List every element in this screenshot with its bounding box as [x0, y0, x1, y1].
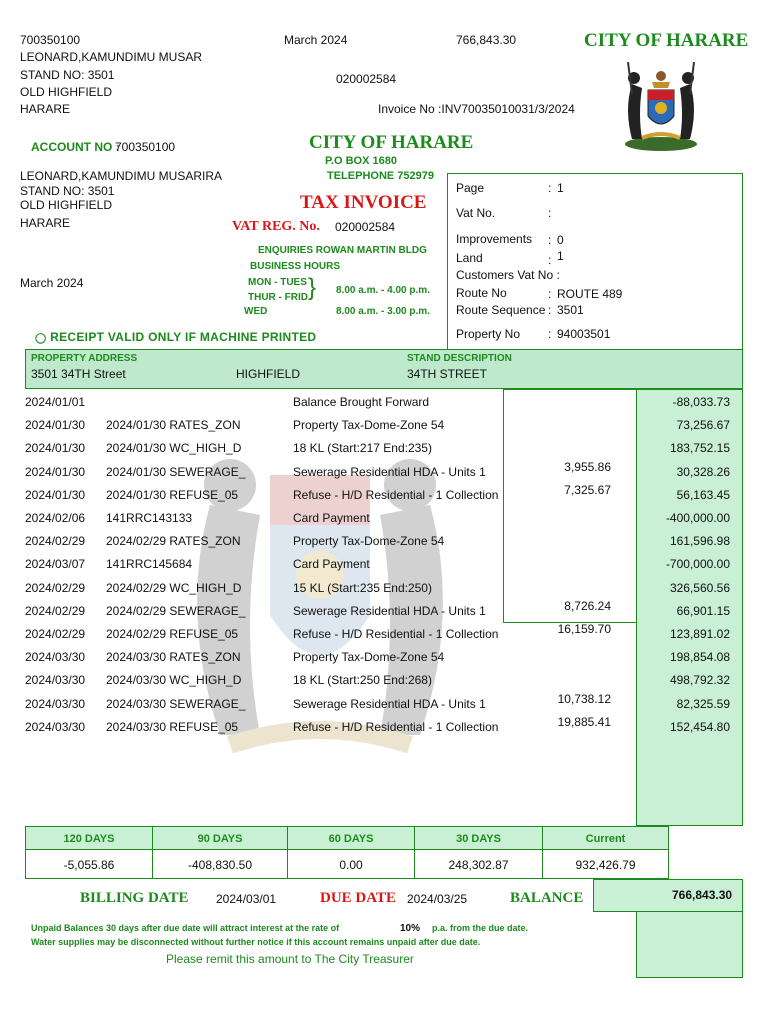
city-title: CITY OF HARARE: [584, 30, 749, 51]
txn-description: Sewerage Residential HDA - Units 1: [293, 696, 486, 711]
aging-value: 0.00: [287, 849, 415, 879]
txn-description: Property Tax-Dome-Zone 54: [293, 650, 445, 665]
receipt-note-text: RECEIPT VALID ONLY IF MACHINE PRINTED: [50, 330, 317, 344]
txn-description: Refuse - H/D Residential - 1 Collection: [293, 719, 499, 734]
suburb: OLD HIGHFIELD: [20, 85, 113, 99]
txn-reference: 2024/02/29 REFUSE_05: [106, 627, 239, 641]
txn-balance: 56,163.45: [676, 487, 730, 502]
customer-name: LEONARD,KAMUNDIMU MUSAR: [20, 50, 203, 64]
vat-reg-value: 020002584: [335, 220, 396, 234]
txn-date: 2024/02/29: [25, 627, 86, 641]
balance-label: BALANCE: [510, 890, 584, 906]
brace-icon: }: [308, 274, 317, 301]
txn-balance: 30,328.26: [676, 464, 730, 479]
info-label: Route No: [456, 286, 507, 300]
info-sep: :: [548, 206, 552, 220]
txn-balance: 498,792.32: [669, 673, 730, 688]
txn-amount: 10,738.12: [557, 691, 611, 706]
txn-amount: 16,159.70: [557, 622, 611, 636]
info-sep: :: [548, 327, 552, 341]
txn-date: 2024/01/30: [25, 487, 86, 502]
enquiries: ENQUIRIES ROWAN MARTIN BLDG: [258, 245, 427, 256]
txn-reference: 141RRC143133: [106, 511, 193, 525]
txn-reference: 2024/02/29 WC_HIGH_D: [106, 580, 242, 595]
info-label: Route Sequence: [456, 303, 546, 317]
info-sep: :: [548, 181, 552, 195]
txn-date: 2024/03/30: [25, 650, 86, 665]
txn-balance: -700,000.00: [665, 557, 730, 572]
hours-range-1: 8.00 a.m. - 4.00 p.m.: [336, 285, 430, 296]
txn-description: Refuse - H/D Residential - 1 Collection: [293, 627, 499, 641]
txn-date: 2024/01/30: [25, 464, 86, 479]
txn-date: 2024/02/29: [25, 580, 86, 595]
disconnection-note: Water supplies may be disconnected without further notice if this account remains unpaid after due date.: [31, 937, 481, 947]
billing-period: March 2024: [284, 33, 348, 47]
account-number: 700350100: [20, 33, 81, 47]
city: HARARE: [20, 102, 71, 116]
balance-amount: 766,843.30: [672, 888, 733, 902]
aging-value: 248,302.87: [414, 849, 543, 879]
txn-balance: 66,901.15: [676, 603, 730, 618]
circle-icon: ◯: [35, 333, 47, 344]
txn-date: 2024/02/29: [25, 534, 86, 549]
txn-description: 15 KL (Start:235 End:250): [293, 580, 432, 595]
info-box: [447, 173, 743, 351]
stand-number: STAND NO: 3501: [20, 68, 115, 82]
interest-note: Unpaid Balances 30 days after due date will attract interest at the rate of: [31, 923, 340, 933]
txn-date: 2024/03/30: [25, 673, 86, 688]
txn-reference: 2024/03/30 RATES_ZON: [106, 650, 241, 665]
txn-reference: 2024/02/29 SEWERAGE_: [106, 603, 246, 618]
txn-description: Property Tax-Dome-Zone 54: [293, 534, 445, 549]
txn-balance: -88,033.73: [672, 395, 730, 409]
vat-reg-label: VAT REG. No.: [232, 219, 320, 234]
hours-wed: WED: [244, 306, 268, 317]
txn-amount: 8,726.24: [564, 598, 611, 613]
txn-reference: 2024/03/30 WC_HIGH_D: [106, 673, 242, 688]
txn-amount: 3,955.86: [564, 459, 611, 474]
coat-of-arms-logo: [618, 54, 704, 154]
txn-date: 2024/01/30: [25, 418, 86, 433]
txn-amount: 19,885.41: [557, 714, 611, 729]
property-area: HIGHFIELD: [236, 367, 301, 381]
suburb-2: OLD HIGHFIELD: [20, 198, 113, 212]
txn-date: 2024/03/07: [25, 557, 86, 572]
txn-balance: 152,454.80: [669, 719, 730, 734]
account-no-label: ACCOUNT NO :: [31, 140, 120, 154]
po-box: P.O BOX 1680: [325, 155, 397, 167]
aging-header: 90 DAYS: [152, 826, 288, 850]
due-date-label: DUE DATE: [320, 890, 396, 906]
billing-period-2: March 2024: [20, 276, 84, 290]
txn-date: 2024/02/29: [25, 603, 86, 618]
stand-description: 34TH STREET: [407, 367, 488, 381]
txn-date: 2024/03/30: [25, 719, 86, 734]
telephone: TELEPHONE 752979: [327, 170, 434, 182]
billing-date-label: BILLING DATE: [80, 890, 189, 906]
txn-description: 18 KL (Start:217 End:235): [293, 441, 432, 456]
txn-description: Balance Brought Forward: [293, 395, 430, 409]
txn-description: 18 KL (Start:250 End:268): [293, 673, 432, 688]
txn-reference: 2024/01/30 WC_HIGH_D: [106, 441, 242, 456]
info-sep: :: [548, 303, 552, 317]
business-hours-title: BUSINESS HOURS: [250, 261, 341, 272]
txn-date: 2024/01/30: [25, 441, 86, 456]
txn-balance: -400,000.00: [665, 511, 730, 525]
txn-reference: 2024/01/30 SEWERAGE_: [106, 464, 246, 479]
stand-number-2: STAND NO: 3501: [20, 184, 115, 198]
due-date: 2024/03/25: [407, 892, 468, 906]
info-sep: :: [548, 253, 552, 267]
info-label: Property No: [456, 327, 521, 341]
amount-column-box: [503, 389, 637, 623]
account-no-value: 700350100: [115, 140, 176, 154]
txn-date: 2024/03/30: [25, 696, 86, 711]
info-value: 1: [557, 181, 564, 195]
city-2: HARARE: [20, 216, 71, 230]
council-title: CITY OF HARARE: [309, 132, 474, 153]
txn-description: Property Tax-Dome-Zone 54: [293, 418, 445, 433]
aging-value: 932,426.79: [542, 849, 669, 879]
txn-date: 2024/02/06: [25, 511, 86, 525]
stand-description-label: STAND DESCRIPTION: [407, 353, 512, 364]
property-address-label: PROPERTY ADDRESS: [31, 353, 138, 364]
info-value: 3501: [557, 303, 584, 317]
invoice-number: Invoice No :INV70035010031/3/2024: [378, 102, 575, 116]
txn-description: Card Payment: [293, 511, 370, 525]
txn-reference: 2024/01/30 REFUSE_05: [106, 487, 239, 502]
txn-balance: 183,752.15: [669, 441, 730, 456]
billing-date: 2024/03/01: [216, 892, 277, 906]
info-label: Page: [456, 181, 485, 195]
info-label: Land: [456, 251, 483, 265]
receipt-note: [35, 330, 316, 344]
info-label: Customers Vat No :: [456, 268, 560, 282]
txn-description: Refuse - H/D Residential - 1 Collection: [293, 487, 499, 502]
info-value: ROUTE 489: [557, 287, 623, 301]
hours-thur-frid: THUR - FRID: [248, 292, 308, 303]
aging-header: 60 DAYS: [287, 826, 415, 850]
txn-reference: 141RRC145684: [106, 557, 193, 572]
aging-header: 120 DAYS: [25, 826, 153, 850]
tax-invoice-title: TAX INVOICE: [300, 192, 427, 213]
txn-description: Card Payment: [293, 557, 370, 572]
info-value: 0: [557, 233, 564, 247]
remit-note: Please remit this amount to The City Treasurer: [166, 952, 414, 966]
balance-tail-box: [636, 911, 743, 978]
info-value: 1: [557, 249, 564, 263]
hours-mon-tues: MON - TUES: [248, 277, 307, 288]
txn-balance: 82,325.59: [676, 696, 730, 711]
txn-reference: 2024/02/29 RATES_ZON: [106, 534, 241, 549]
txn-amount: 7,325.67: [564, 482, 611, 497]
aging-value: -5,055.86: [25, 849, 153, 879]
txn-balance: 123,891.02: [669, 627, 730, 641]
customer-full-name: LEONARD,KAMUNDIMU MUSARIRA: [20, 169, 223, 183]
property-address: 3501 34TH Street: [31, 367, 126, 381]
aging-value: -408,830.50: [152, 849, 288, 879]
interest-rate: 10%: [400, 923, 421, 934]
info-label: Vat No.: [456, 206, 496, 220]
info-sep: :: [548, 233, 552, 247]
aging-header: Current: [542, 826, 669, 850]
info-label: Improvements: [456, 232, 533, 246]
txn-reference: 2024/03/30 REFUSE_05: [106, 719, 239, 734]
info-sep: :: [548, 287, 552, 301]
amount-due-top: 766,843.30: [456, 33, 517, 47]
txn-balance: 198,854.08: [669, 650, 730, 665]
interest-note-tail: p.a. from the due date.: [432, 923, 529, 933]
txn-date: 2024/01/01: [25, 395, 86, 409]
txn-reference: 2024/03/30 SEWERAGE_: [106, 696, 246, 711]
txn-balance: 73,256.67: [676, 418, 730, 433]
txn-balance: 161,596.98: [669, 534, 730, 549]
txn-balance: 326,560.56: [669, 580, 730, 595]
txn-description: Sewerage Residential HDA - Units 1: [293, 603, 486, 618]
txn-description: Sewerage Residential HDA - Units 1: [293, 464, 486, 479]
vat-number-top: 020002584: [336, 72, 397, 86]
hours-range-2: 8.00 a.m. - 3.00 p.m.: [336, 306, 430, 317]
aging-header: 30 DAYS: [414, 826, 543, 850]
txn-reference: 2024/01/30 RATES_ZON: [106, 418, 241, 433]
info-value: 94003501: [557, 327, 611, 341]
